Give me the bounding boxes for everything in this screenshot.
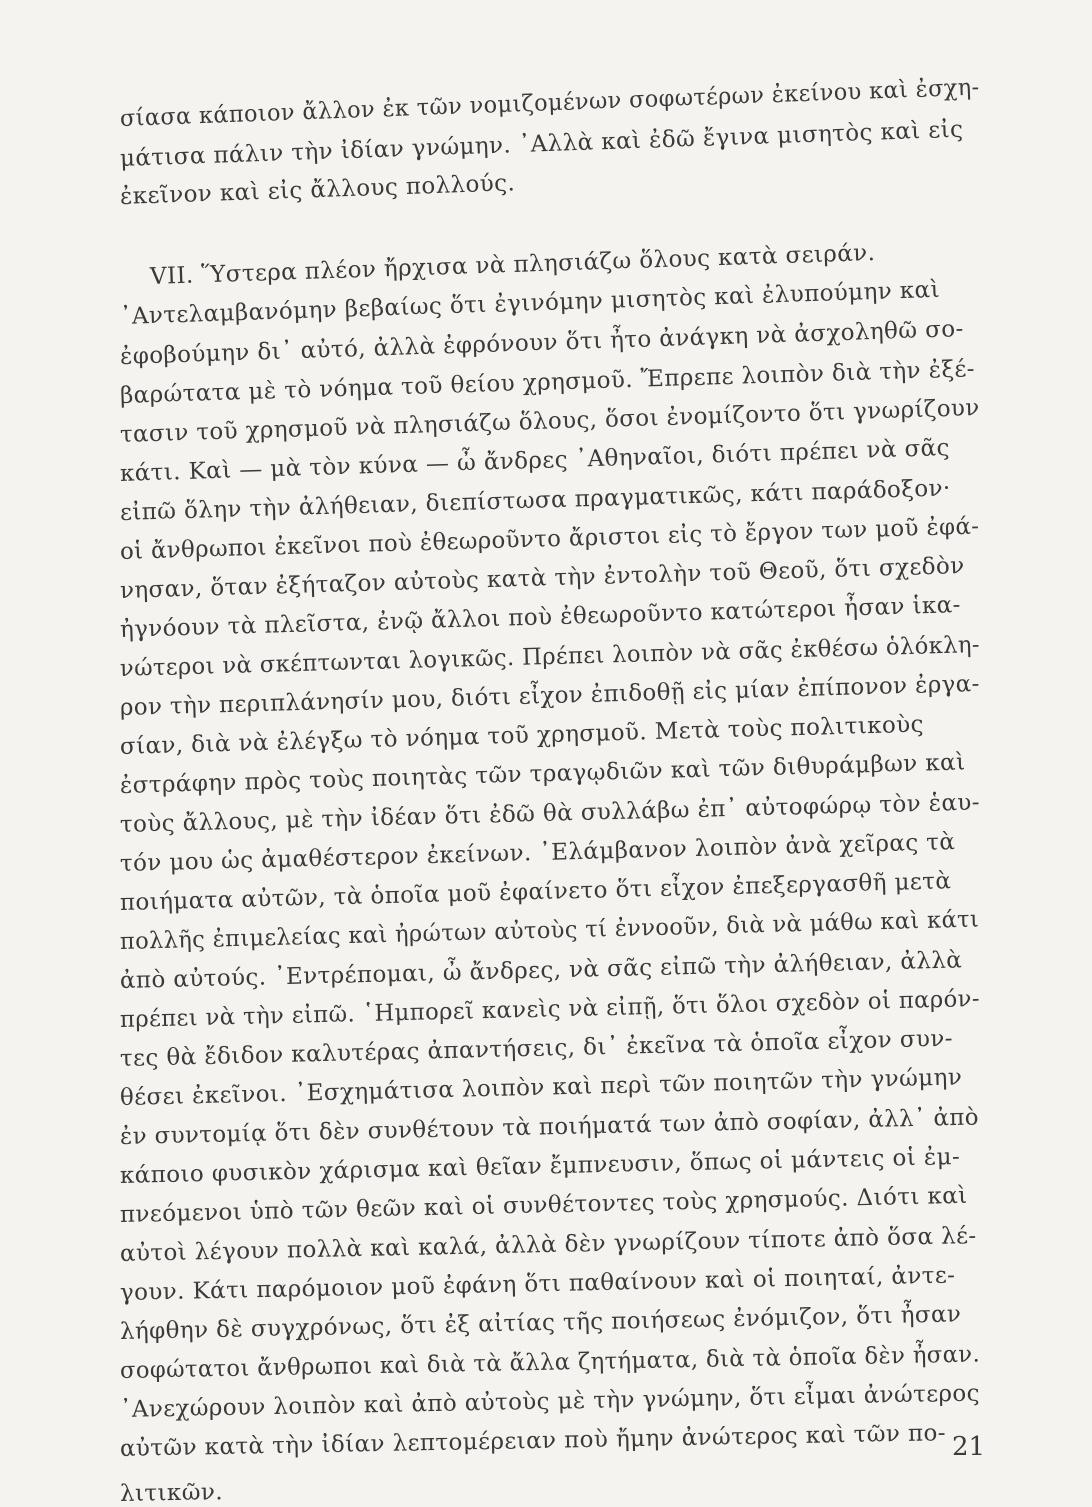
text-line: ρον τὴν περιπλάνησίν μου, διότι εἶχον ἐπιδοθῇ εἰς μίαν ἐπίπονον ἐργα- xyxy=(119,670,981,721)
text-line: ποιήματα αὐτῶν, τὰ ὁποῖα μοῦ ἐφαίνετο ὅτι εἶχον ἐπεξεργασθῆ μετὰ xyxy=(119,868,952,916)
text-line: μάτισα πάλιν τὴν ἰδίαν γνώμην. ᾿Αλλὰ καὶ ἐδῶ ἔγινα μισητὸς καὶ εἰς xyxy=(119,116,964,172)
text-line: βαρώτατα μὲ τὸ νόημα τοῦ θείου χρησμοῦ. Ἔπρεπε λοιπὸν διὰ τὴν ἐξέ- xyxy=(119,356,976,409)
text-line: εἰπῶ ὅλην τὴν ἀλήθειαν, διεπίστωσα πραγματικῶς, κάτι παράδοξον· xyxy=(119,475,952,526)
text-line: ἐφοβούμην δι᾿ αὐτό, ἀλλὰ ἐφρόνουν ὅτι ἦτο ἀνάγκη νὰ ἀσχοληθῶ σο- xyxy=(119,316,965,370)
text-line: κάποιο φυσικὸν χάρισμα καὶ θεῖαν ἔμπνευσιν, ὅπως οἱ μάντεις οἱ ἐμ- xyxy=(119,1143,961,1189)
text-line: ᾿Ανεχώρουν λοιπὸν καὶ ἀπὸ αὐτοὺς μὲ τὴν γνώμην, ὅτι εἶμαι ἀνώτερος xyxy=(119,1380,981,1423)
text-line: ἀπὸ αὐτούς. ᾿Εντρέπομαι, ὦ ἄνδρες, νὰ σᾶς εἰπῶ τὴν ἀλήθειαν, ἀλλὰ xyxy=(119,947,963,994)
text-line: γουν. Κάτι παρόμοιον μοῦ ἐφάνη ὅτι παθαίνουν καὶ οἱ ποιηταί, ἀντε- xyxy=(119,1262,956,1306)
text-line: λήφθην δὲ συγχρόνως, ὅτι ἐξ αἰτίας τῆς ποιήσεως ἐνόμιζον, ὅτι ἦσαν xyxy=(119,1301,962,1345)
text-line: πρέπει νὰ τὴν εἰπῶ. ῾Ημπορεῖ κανεὶς νὰ εἰπῇ, ὅτι ὅλοι σχεδὸν οἱ παρόν- xyxy=(119,985,981,1033)
text-line: λιτικῶν. xyxy=(119,1479,224,1507)
text-line: ἐστράφην πρὸς τοὺς ποιητὰς τῶν τραγῳδιῶν καὶ τῶν διθυράμβων καὶ xyxy=(119,749,966,799)
text-line: ᾿Αντελαμβανόμην βεβαίως ὅτι ἐγινόμην μισητὸς καὶ ἐλυπούμην καὶ xyxy=(119,276,941,330)
text-line: πολλῆς ἐπιμελείας καὶ ἠρώτων αὐτοὺς τί ἐννοοῦν, διὰ νὰ μάθω καὶ κάτι xyxy=(119,906,980,955)
section-heading-line: VII. Ὕστερα πλέον ἤρχισα νὰ πλησιάζω ὅλους κατὰ σειράν. xyxy=(149,239,876,290)
text-line: τες θὰ ἔδιδον καλυτέρας ἀπαντήσεις, δι᾿ ἐκεῖνα τὰ ὁποῖα εἶχον συν- xyxy=(119,1025,954,1072)
text-line: πνεόμενοι ὑπὸ τῶν θεῶν καὶ οἱ συνθέτοντες τοὺς χρησμούς. Διότι καὶ xyxy=(119,1182,968,1228)
text-line: κάτι. Καὶ — μὰ τὸν κύνα — ὦ ἄνδρες ᾿Αθηναῖοι, διότι πρέπει νὰ σᾶς xyxy=(119,434,951,487)
page-number: 21 xyxy=(952,1432,986,1462)
text-line: ἐν συντομίᾳ ὅτι δὲν συνθέτουν τὰ ποιήματά των ἀπὸ σοφίαν, ἀλλ᾿ ἀπὸ xyxy=(119,1104,980,1150)
text-line: θέσει ἐκεῖνοι. ᾿Εσχημάτισα λοιπὸν καὶ περὶ τῶν ποιητῶν τὴν γνώμην xyxy=(119,1064,963,1111)
text-line: νησαν, ὅταν ἐξήταζον αὐτοὺς κατὰ τὴν ἐντολὴν τοῦ Θεοῦ, ὅτι σχεδὸν xyxy=(119,552,965,604)
text-line: σίασα κάποιον ἄλλον ἐκ τῶν νομιζομένων σοφωτέρων ἐκείνου καὶ ἐσχη- xyxy=(119,74,980,132)
text-line: σοφώτατοι ἄνθρωποι καὶ διὰ τὰ ἄλλα ζητήματα, διὰ τὰ ὁποῖα δὲν ἦσαν. xyxy=(119,1341,981,1384)
text-line: νώτεροι νὰ σκέπτωνται λογικῶς. Πρέπει λοιπὸν νὰ σᾶς ἐκθέσω ὁλόκλη- xyxy=(119,631,981,682)
text-line: τοὺς ἄλλους, μὲ τὴν ἰδέαν ὅτι ἐδῶ θὰ συλλάβω ἐπ᾿ αὐτοφώρῳ τὸν ἑαυ- xyxy=(119,789,981,838)
text-line: οἱ ἄνθρωποι ἐκεῖνοι ποὺ ἐθεωροῦντο ἄριστοι εἰς τὸ ἔργον των μοῦ ἐφά- xyxy=(119,513,980,565)
text-line: ἐκεῖνον καὶ εἰς ἄλλους πολλούς. xyxy=(119,170,516,210)
text-line: ἠγνόουν τὰ πλεῖστα, ἐνῷ ἄλλοι ποὺ ἐθεωροῦντο κατώτεροι ἦσαν ἱκα- xyxy=(119,592,962,643)
text-line: αὐτοὶ λέγουν πολλὰ καὶ καλά, ἀλλὰ δὲν γνωρίζουν τίποτε ἀπὸ ὅσα λέ- xyxy=(119,1223,977,1267)
text-line: αὐτῶν κατὰ τὴν ἰδίαν λεπτομέρειαν ποὺ ἤμην ἀνώτερος καὶ τῶν πο- xyxy=(119,1420,947,1462)
text-line: τόν μου ὡς ἀμαθέστερον ἐκείνων. ᾿Ελάμβανον λοιπὸν ἀνὰ χεῖρας τὰ xyxy=(119,829,956,877)
text-line: σίαν, διὰ νὰ ἐλέγξω τὸ νόημα τοῦ χρησμοῦ. Μετὰ τοὺς πολιτικοὺς xyxy=(119,711,925,760)
text-line: τασιν τοῦ χρησμοῦ νὰ πλησιάζω ὅλους, ὅσοι ἐνομίζοντο ὅτι γνωρίζουν xyxy=(119,394,981,448)
